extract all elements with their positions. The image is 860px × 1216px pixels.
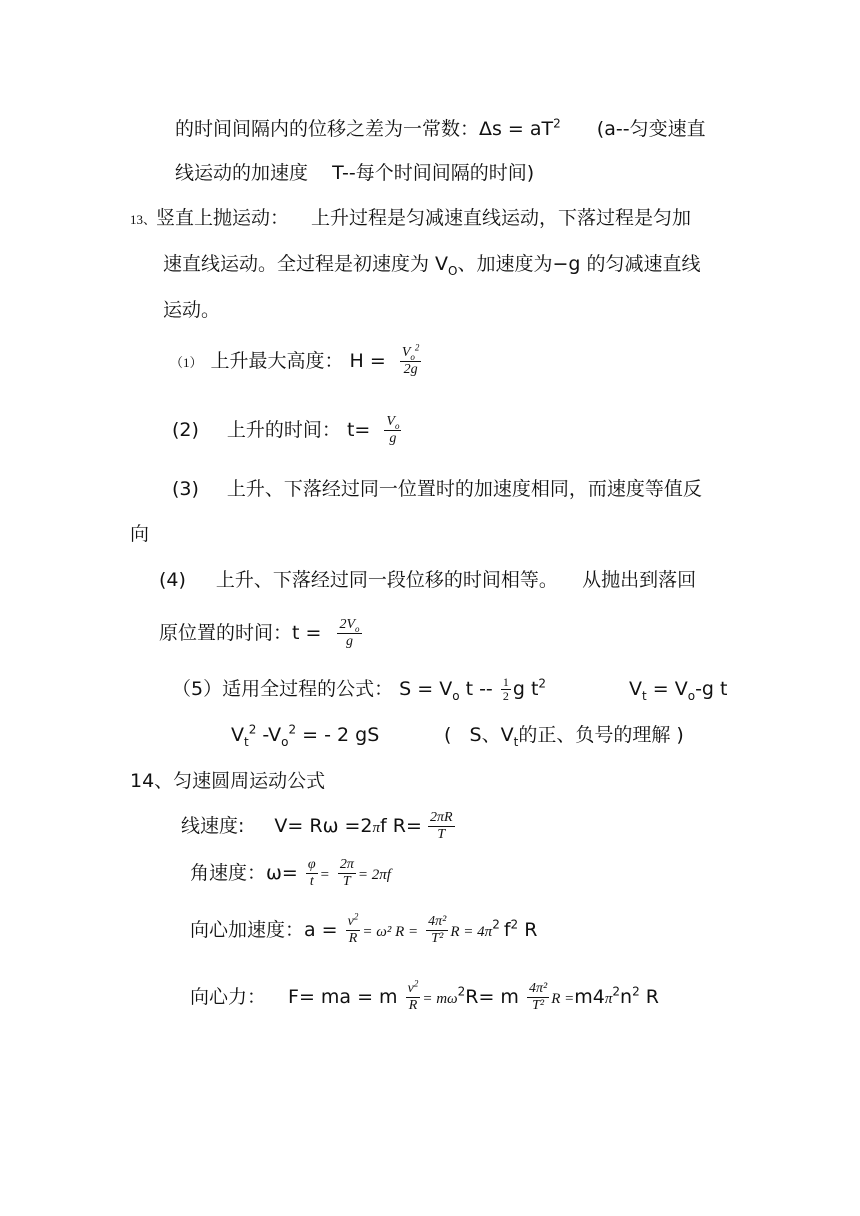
numerator: V <box>401 345 411 360</box>
formula-label: 向心力： <box>190 986 267 1008</box>
item-3 <box>172 476 702 502</box>
superscript: 2 <box>414 342 420 353</box>
text-span: V <box>629 678 642 700</box>
section-title: 竖直上抛运动： <box>156 207 290 229</box>
item-5 <box>172 676 546 703</box>
fraction <box>428 810 455 843</box>
fraction <box>406 978 421 1014</box>
denominator: g <box>337 633 361 650</box>
formula-centripetal-force <box>190 978 659 1014</box>
formula-angular-velocity <box>190 857 391 890</box>
text-span: 的时间间隔内的位移之差为一常数：Δs = aT <box>175 118 554 140</box>
numerator: V <box>386 414 395 429</box>
superscript: 2 <box>288 722 297 737</box>
numerator: 2π <box>339 857 354 872</box>
item-number: （5） <box>172 678 223 700</box>
numerator: 4π² <box>428 914 447 929</box>
text-span: f R= <box>380 815 422 837</box>
numerator: 4π² <box>528 981 548 996</box>
text-span: 线运动的加速度 T--每个时间间隔的时间) <box>175 162 535 184</box>
item-4 <box>159 567 696 593</box>
text-span: V= Rω =2 <box>274 815 373 837</box>
superscript: 2 <box>353 911 359 922</box>
text-span: (a--匀变速直 <box>596 118 706 140</box>
subscript: t <box>244 734 249 749</box>
superscript: 2 <box>492 917 500 932</box>
text-span: R <box>518 919 538 941</box>
text-span: = - 2 gS <box>296 724 380 746</box>
denominator: t <box>306 873 318 890</box>
superscript: 2 <box>612 984 621 999</box>
superscript: 2 <box>553 116 561 131</box>
text-span: 、加速度为−g 的匀减速直线 <box>457 253 701 275</box>
text-span: m4 <box>574 986 605 1008</box>
numerator: v <box>407 981 414 996</box>
subscript: o <box>687 688 696 703</box>
text-span: F= ma = m <box>288 986 398 1008</box>
numerator: v <box>347 914 354 929</box>
formula-label: 角速度：ω= <box>190 862 298 884</box>
item-3-continued <box>130 521 149 547</box>
text-span: 的正、负号的理解 ) <box>518 724 684 746</box>
numerator: 2πR <box>429 810 453 825</box>
subscript: t <box>642 688 647 703</box>
section-number: 13、 <box>130 212 157 227</box>
superscript: 2 <box>413 978 419 989</box>
formula-label: 上升的时间： t= <box>226 419 371 441</box>
text-span: R <box>639 986 659 1008</box>
section-14-heading <box>130 768 325 794</box>
formula-label: 适用全过程的公式： S = V <box>222 678 453 700</box>
section-title: 14、匀速圆周运动公式 <box>130 770 326 792</box>
item-4-continued <box>159 617 364 650</box>
fraction <box>337 617 361 650</box>
item-1-max-height <box>170 342 423 378</box>
text-span: = 2πf <box>357 867 391 883</box>
text-span: = mω <box>422 991 458 1007</box>
superscript: 2 <box>538 676 547 691</box>
section-13-line-3 <box>163 297 220 323</box>
numerator: 1 <box>502 675 509 689</box>
denominator: T <box>338 873 356 890</box>
formula-label: 向心加速度：a = <box>190 919 338 941</box>
numerator: 2V <box>339 617 356 632</box>
text-span: = V <box>646 678 688 700</box>
denominator: R <box>346 930 361 947</box>
text-span: 运动。 <box>163 299 221 321</box>
subscript: o <box>281 734 289 749</box>
text-span: = <box>319 867 330 883</box>
subscript: o <box>394 420 400 431</box>
subscript: O <box>448 263 458 278</box>
denominator: 2g <box>400 361 422 378</box>
denominator: T <box>428 826 455 843</box>
text-span: V <box>231 724 244 746</box>
denominator: g <box>384 430 401 447</box>
text-span: 上升、下落经过同一位置时的加速度相同，而速度等值反 <box>226 478 702 500</box>
denominator: T² <box>527 997 549 1014</box>
text-span: 上升过程是匀减速直线运动，下落过程是匀加 <box>311 207 692 229</box>
formula-label: 上升最大高度： H = <box>210 350 386 372</box>
fraction <box>527 981 549 1014</box>
formula-label: 原位置的时间：t = <box>159 622 322 644</box>
superscript: 2 <box>457 984 466 999</box>
item-number: (3) <box>172 478 199 500</box>
text-span: t -- <box>459 678 493 700</box>
text-span: -V <box>256 724 282 746</box>
fraction <box>501 676 511 703</box>
pi-symbol: π <box>372 820 381 836</box>
subscript: o <box>452 688 460 703</box>
text-span: ( S、V <box>444 724 514 746</box>
text-span: g t <box>512 678 539 700</box>
text-span: f <box>503 919 511 941</box>
fraction <box>426 914 448 947</box>
pi-symbol: π <box>604 991 613 1007</box>
fraction <box>384 414 401 447</box>
item-5-velocity-formula <box>629 676 727 702</box>
superscript: 2 <box>632 984 640 999</box>
item-number: （1） <box>170 355 203 370</box>
formula-label: 线速度: <box>181 815 245 837</box>
item-number: (4) <box>159 569 186 591</box>
formula-linear-velocity <box>181 810 457 843</box>
denominator: 2 <box>502 689 509 703</box>
text-line-2 <box>175 160 534 186</box>
text-span: R = 4π <box>450 924 493 940</box>
superscript: 2 <box>510 917 519 932</box>
fraction <box>306 857 318 890</box>
fraction <box>346 911 361 947</box>
item-2-rise-time <box>172 414 403 447</box>
section-13-heading <box>130 205 691 233</box>
subscript: o <box>410 351 415 362</box>
text-line-1 <box>175 116 706 142</box>
item-5-note <box>444 722 684 748</box>
text-span: 上升、下落经过同一段位移的时间相等。 从抛出到落回 <box>215 569 697 591</box>
text-span: -g t <box>695 678 728 700</box>
formula-centripetal-acceleration <box>190 911 538 947</box>
numerator: φ <box>307 857 316 872</box>
fraction <box>338 857 356 890</box>
fraction <box>400 342 422 378</box>
text-span: R = <box>551 991 575 1007</box>
text-span: 速直线运动。全过程是初速度为 V <box>163 253 449 275</box>
denominator: R <box>406 997 421 1014</box>
superscript: 2 <box>248 722 257 737</box>
item-5-line-2 <box>231 722 379 748</box>
text-span: n <box>620 986 633 1008</box>
section-13-line-2 <box>163 251 701 277</box>
subscript: o <box>355 623 360 634</box>
text-span: = ω² R = <box>362 924 419 940</box>
text-span: 向 <box>130 523 150 545</box>
text-span: R= m <box>465 986 519 1008</box>
item-number: (2) <box>172 419 199 441</box>
subscript: t <box>513 734 519 749</box>
denominator: T² <box>426 930 448 947</box>
